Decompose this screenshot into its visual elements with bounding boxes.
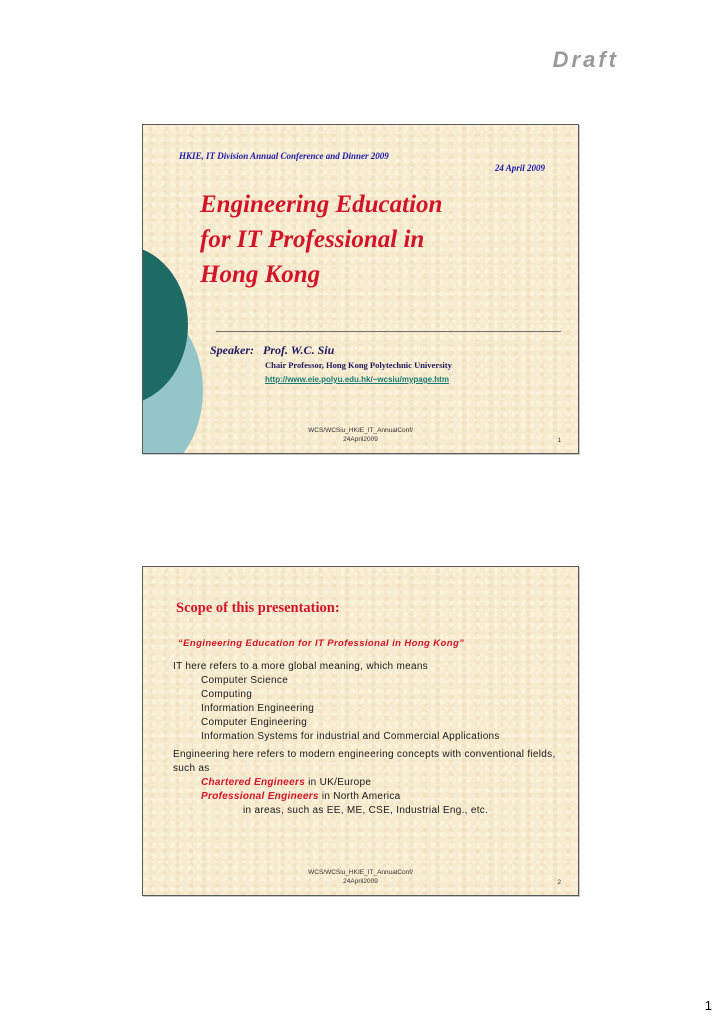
footer-line: WCS/WCSiu_HKIE_IT_AnnualConf/ [308, 869, 413, 876]
list-item: Computer Engineering [201, 717, 308, 728]
footer-line: 24April2009 [343, 435, 378, 443]
slide-number: 1 [557, 437, 561, 444]
title-line: for IT Professional in [200, 226, 425, 253]
sheet-page-number: 1 [704, 998, 712, 1013]
footer-line: WCS/WCSiu_HKIE_IT_AnnualConf/ [308, 427, 413, 434]
slide-body [173, 660, 568, 818]
speaker-label: Speaker: [210, 343, 254, 357]
list-item [173, 776, 568, 790]
slide-2 [142, 566, 579, 896]
chartered-engineers-emphasis: Chartered Engineers [201, 777, 306, 788]
areas-note: in areas, such as EE, ME, CSE, Industrial Eng., etc. [243, 805, 489, 816]
talk-title-quote: “Engineering Education for IT Professional in Hong Kong” [178, 638, 465, 649]
slide-1 [142, 124, 579, 454]
speaker-name: Prof. W.C. Siu [263, 343, 335, 357]
list-item: Computer Science [201, 675, 289, 686]
chartered-region: in UK/Europe [305, 777, 372, 788]
slide-footer [143, 869, 578, 887]
slide-heading: Scope of this presentation: [176, 600, 340, 616]
title-line: Hong Kong [200, 261, 321, 288]
it-intro: IT here refers to a more global meaning, which means [173, 661, 428, 672]
list-item: Computing [201, 689, 253, 700]
list-item [173, 790, 568, 804]
divider [216, 331, 561, 332]
list-item: Information Engineering [201, 703, 315, 714]
professional-region: in North America [318, 791, 401, 802]
list-item: Information Systems for industrial and Commercial Applications [201, 731, 500, 742]
slide-number: 2 [557, 879, 561, 886]
slide-footer [143, 427, 578, 445]
conference-name: HKIE, IT Division Annual Conference and Dinner 2009 [179, 151, 389, 161]
engineering-intro: Engineering here refers to modern engineering concepts with conventional fields, such as [173, 749, 556, 774]
footer-line: 24April2009 [343, 877, 378, 885]
title-line: Engineering Education [200, 191, 443, 218]
speaker-line [210, 343, 334, 358]
speaker-position: Chair Professor, Hong Kong Polytechnic University [265, 360, 452, 370]
professional-engineers-emphasis: Professional Engineers [201, 791, 319, 802]
conference-date: 24 April 2009 [494, 163, 545, 173]
speaker-homepage-link[interactable]: http://www.eie.polyu.edu.hk/~wcsiu/mypage.htm [265, 375, 449, 384]
slide-title [200, 187, 530, 292]
draft-watermark: Draft [552, 47, 619, 72]
